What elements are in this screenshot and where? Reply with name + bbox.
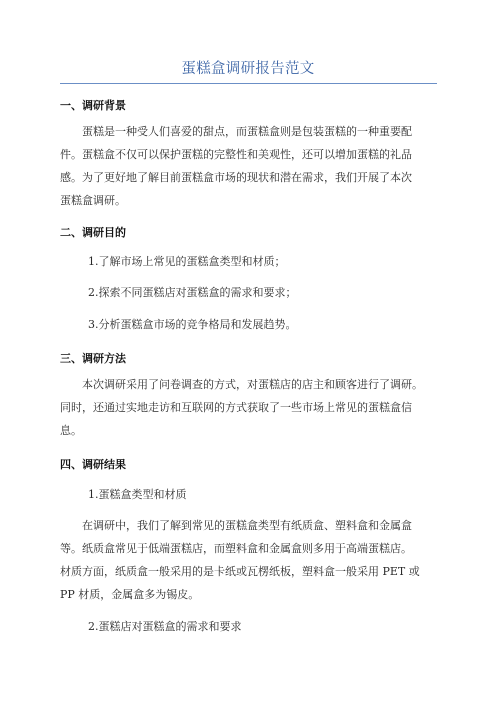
paragraph-line: 同时，还通过实地走访和互联网的方式获取了一些市场上常见的蛋糕盒信 <box>60 401 412 414</box>
paragraph-line: 在调研中，我们了解到常见的蛋糕盒类型有纸质盒、塑料盒和金属盒 <box>82 519 412 532</box>
subheading: 2.蛋糕店对蛋糕盒的需求和要求 <box>88 620 242 633</box>
section-heading-purpose: 二、调研目的 <box>60 226 126 239</box>
paragraph-line: 蛋糕盒调研。 <box>60 194 126 207</box>
paragraph-line: 件。蛋糕盒不仅可以保护蛋糕的完整性和美观性，还可以增加蛋糕的礼品 <box>60 148 412 161</box>
section-heading-results: 四、调研结果 <box>60 458 126 471</box>
paragraph-line: 本次调研采用了问卷调查的方式，对蛋糕店的店主和顾客进行了调研。 <box>82 378 423 391</box>
paragraph-line: PP 材质，金属盒多为锡皮。 <box>60 588 200 601</box>
list-item: 2.探索不同蛋糕店对蛋糕盒的需求和要求； <box>88 286 297 299</box>
section-heading-background: 一、调研背景 <box>60 99 126 112</box>
paragraph-line: 材质方面，纸质盒一般采用的是卡纸或瓦楞纸板，塑料盒一般采用 PET 或 <box>60 565 420 578</box>
list-item: 3.分析蛋糕盒市场的竞争格局和发展趋势。 <box>88 318 297 331</box>
subheading: 1.蛋糕盒类型和材质 <box>88 488 187 501</box>
paragraph-line: 蛋糕是一种受人们喜爱的甜点，而蛋糕盒则是包装蛋糕的一种重要配 <box>82 125 412 138</box>
paragraph-line: 息。 <box>60 424 82 437</box>
list-item: 1.了解市场上常见的蛋糕盒类型和材质； <box>88 255 286 268</box>
paragraph-line: 等。纸质盒常见于低端蛋糕店，而塑料盒和金属盒则多用于高端蛋糕店。 <box>60 542 412 555</box>
section-heading-method: 三、调研方法 <box>60 352 126 365</box>
document-title: 蛋糕盒调研报告范文 <box>181 61 315 77</box>
title-divider <box>60 83 437 84</box>
paragraph-line: 感。为了更好地了解目前蛋糕盒市场的现状和潜在需求，我们开展了本次 <box>60 171 412 184</box>
